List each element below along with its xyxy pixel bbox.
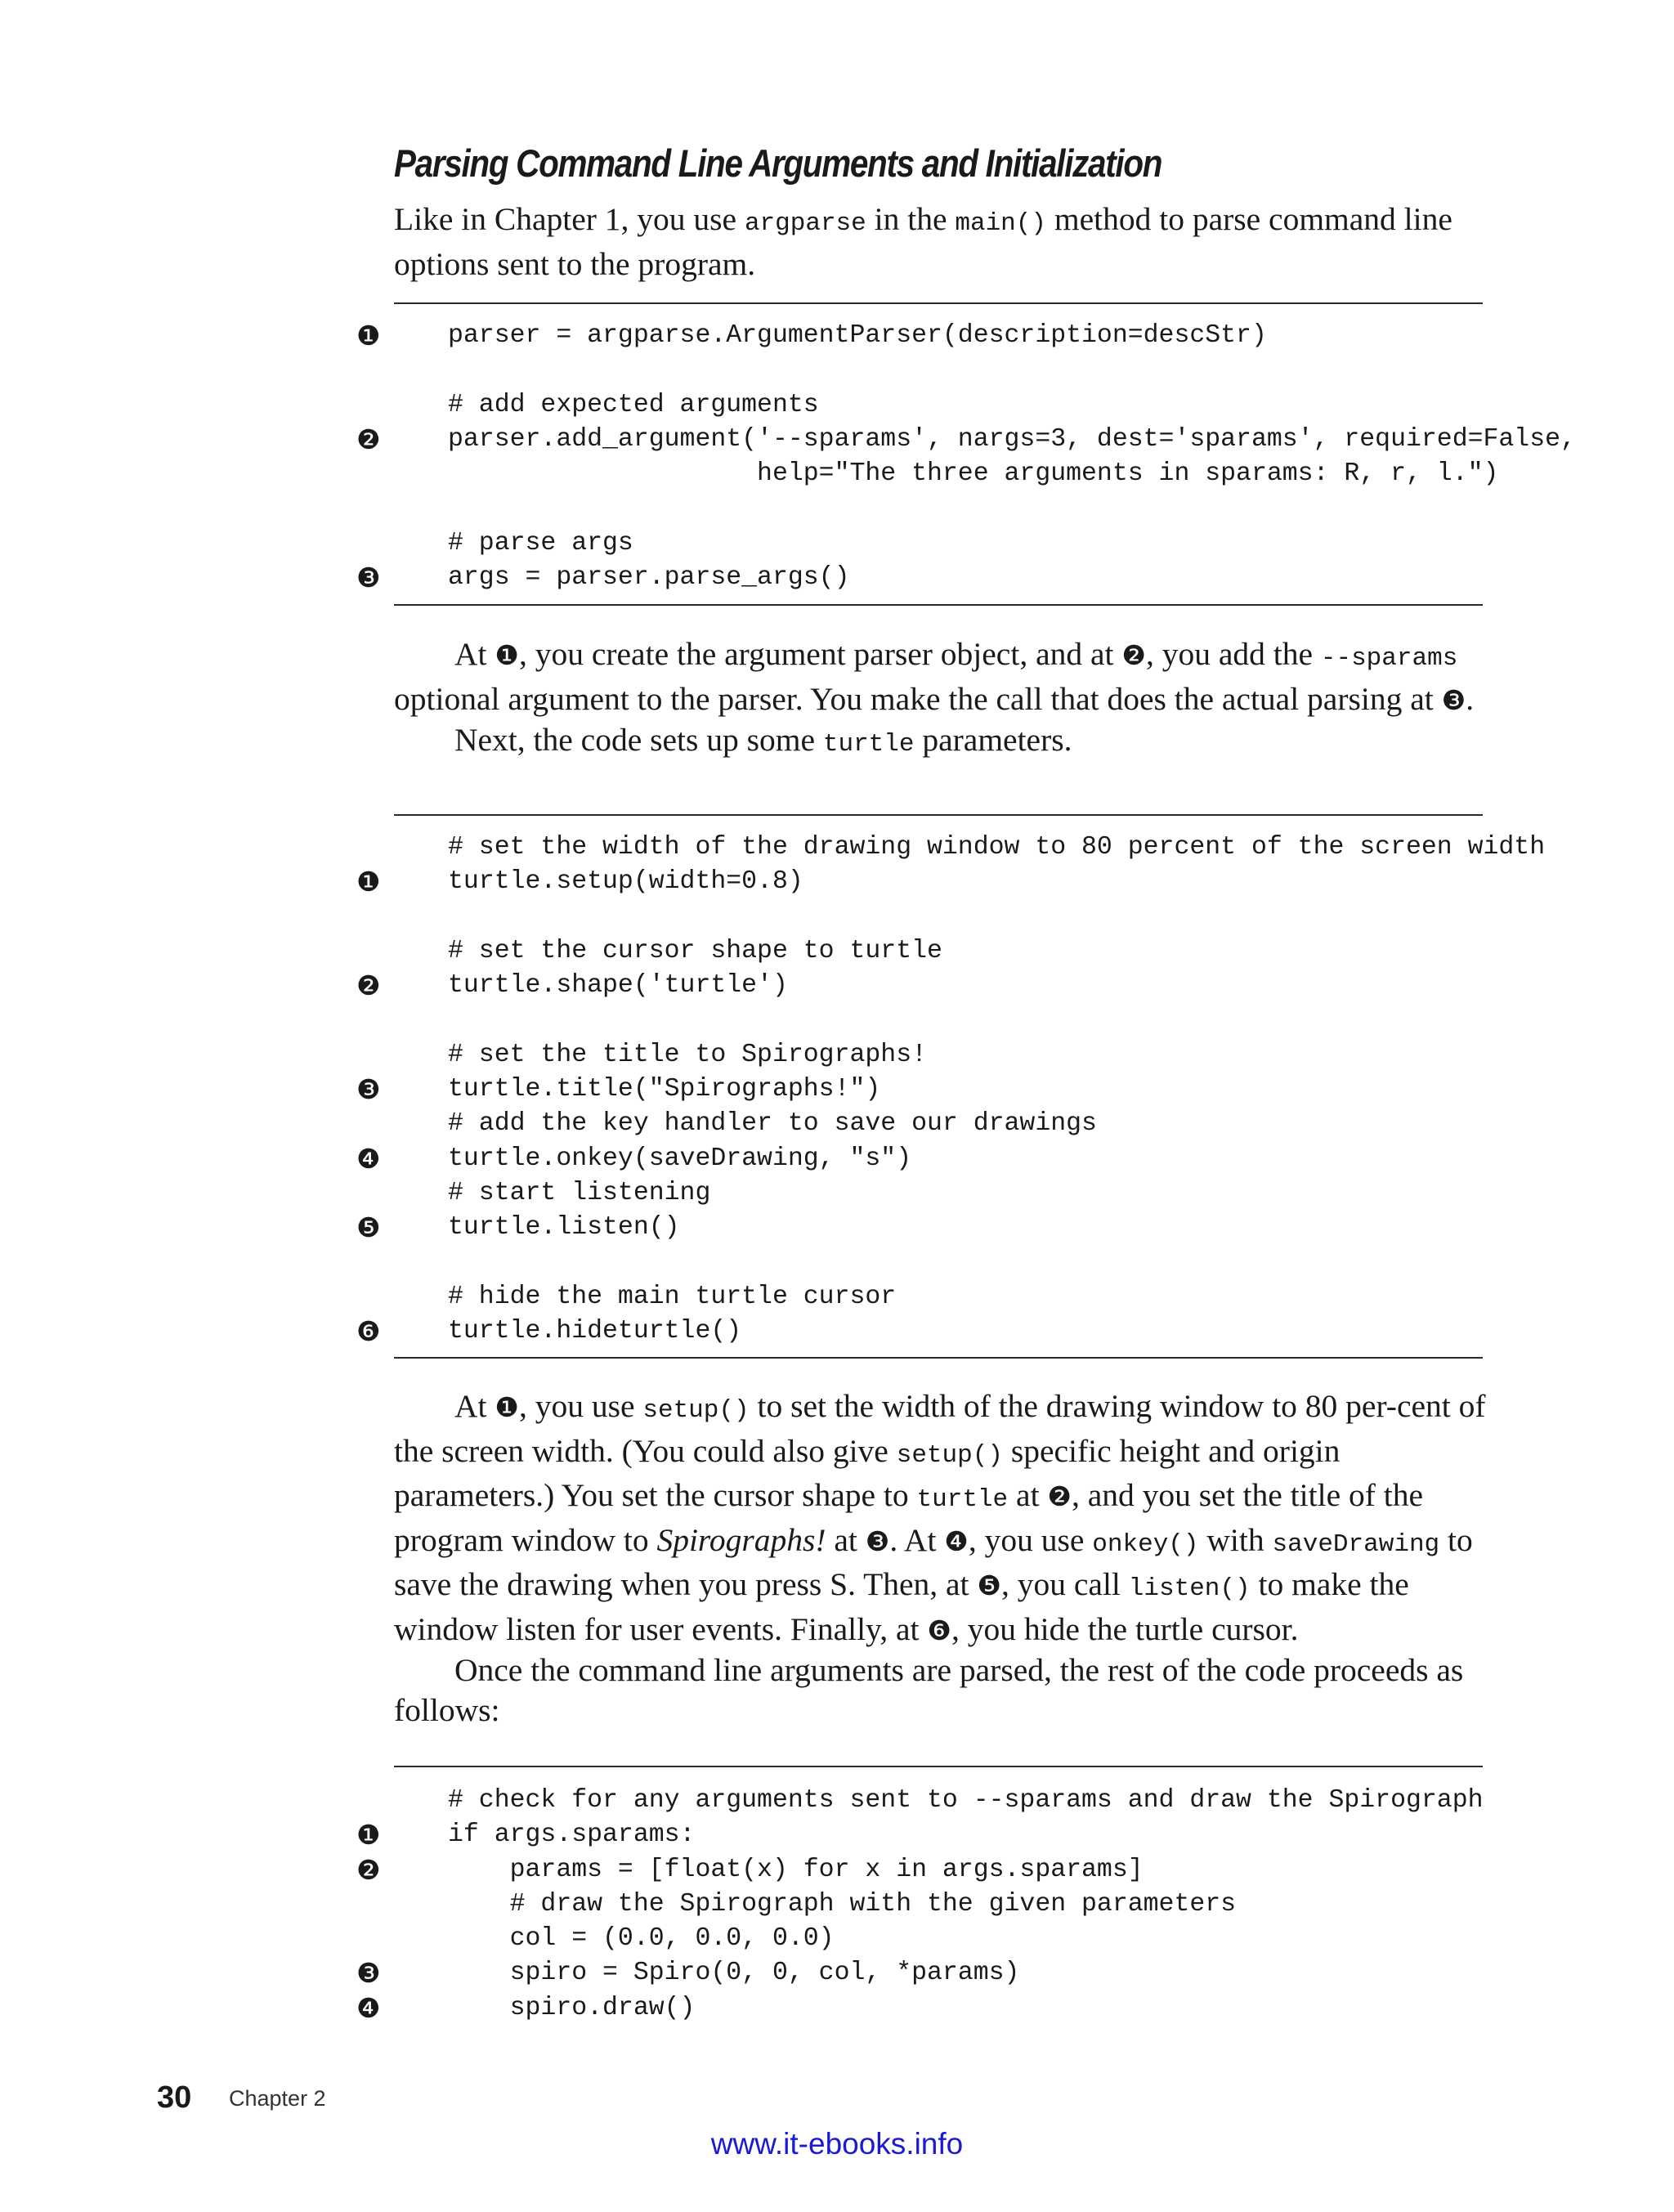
code-line (356, 491, 1501, 526)
callout-marker: ❺ (356, 1211, 381, 1244)
callout-number: ❺ (977, 1569, 1002, 1601)
callout-marker: ❸ (356, 1957, 381, 1990)
inline-code-onkey: onkey() (1092, 1529, 1199, 1559)
intro-text-3: method to parse command line options sent to the program. (394, 201, 1452, 282)
code-line (356, 457, 1501, 491)
code-line (356, 865, 1501, 899)
text: , you use (518, 1388, 643, 1424)
code-line (356, 526, 1501, 561)
code-line (356, 1003, 1501, 1037)
code-block-turtle-setup (356, 831, 1546, 1349)
code-block-draw (356, 1784, 1501, 2026)
callout-marker: ❶ (356, 320, 381, 352)
code-text: parser.add_argument('--sparams', nargs=3, dest='sparams', required=False, (448, 424, 1576, 454)
transition-paragraph: Once the command line arguments are parsed, the rest of the code proceeds as follows: (394, 1652, 1464, 1728)
code-line (356, 1784, 1501, 1818)
inline-code-turtle: turtle (822, 730, 915, 759)
code-block-argparse (356, 319, 1576, 595)
code-text: params = [float(x) for x in args.sparams] (448, 1855, 1144, 1884)
code-text: turtle.title("Spirographs!") (448, 1075, 881, 1104)
code-line (356, 1246, 1501, 1280)
callout-marker: ❸ (356, 562, 381, 594)
callout-marker: ❷ (356, 1853, 381, 1886)
code-line (356, 1176, 1501, 1211)
text: , you call (1001, 1566, 1129, 1602)
text: . At (889, 1521, 945, 1558)
code-text: # check for any arguments sent to --sparams and draw the Spirograph (448, 1786, 1484, 1815)
inline-code-savedrawing: saveDrawing (1272, 1529, 1440, 1559)
code-text: parser = argparse.ArgumentParser(description=descStr) (448, 321, 1267, 350)
callout-number: ❸ (865, 1525, 890, 1557)
callout-number: ❷ (1121, 639, 1146, 671)
callout-number: ❹ (944, 1525, 969, 1557)
text: , you use (968, 1521, 1093, 1558)
text: At (454, 636, 495, 672)
text: at (1008, 1477, 1048, 1513)
source-link[interactable]: www.it-ebooks.info (710, 2127, 964, 2161)
code-line (356, 388, 1501, 423)
code-text: if args.sparams: (448, 1820, 696, 1850)
callout-marker: ❷ (356, 969, 381, 1002)
code-line (356, 934, 1501, 969)
code-line (356, 353, 1501, 387)
chapter-label: Chapter 2 (229, 2086, 326, 2111)
callout-marker: ❹ (356, 1142, 381, 1175)
code-text: turtle.setup(width=0.8) (448, 867, 803, 897)
code-line (356, 319, 1501, 353)
code-text: # parse args (448, 528, 633, 557)
section-heading: Parsing Command Line Arguments and Initialization (394, 141, 1162, 185)
code-text: turtle.onkey(saveDrawing, "s") (448, 1144, 912, 1173)
code-text: # set the title to Spirographs! (448, 1040, 927, 1069)
inline-code-listen: listen() (1128, 1574, 1251, 1603)
callout-marker: ❶ (356, 866, 381, 898)
callout-marker: ❹ (356, 1991, 381, 2024)
text: specific height and origin parameters.) You set the cursor shape to (394, 1432, 1341, 1513)
callout-marker: ❸ (356, 1073, 381, 1106)
code-line (356, 1991, 1501, 2026)
inline-code-setup: setup() (896, 1440, 1003, 1470)
code-line (356, 1038, 1501, 1072)
callout-marker: ❷ (356, 423, 381, 455)
callout-marker: ❶ (356, 1819, 381, 1852)
inline-code-turtle: turtle (916, 1485, 1009, 1514)
code-text: # set the width of the drawing window to 80 percent of the screen width (448, 833, 1546, 862)
code-text: args = parser.parse_args() (448, 563, 850, 593)
code-text: # add expected arguments (448, 390, 819, 419)
callout-number: ❶ (495, 1391, 519, 1423)
text: to make the window listen for user events. Finally, at (394, 1566, 1409, 1647)
code-line (356, 423, 1576, 457)
text: to save the drawing when you press S. Then, at (394, 1521, 1473, 1602)
text: optional argument to the parser. You make the call that does the actual parsing at (394, 680, 1442, 717)
code-block-top-rule (394, 1766, 1483, 1767)
code-line (356, 1211, 1501, 1245)
code-text: help="The three arguments in sparams: R, r, l.") (448, 459, 1499, 489)
code-line (356, 900, 1501, 934)
code-text: # hide the main turtle cursor (448, 1282, 897, 1311)
code-block-top-rule (394, 302, 1483, 304)
callout-number: ❶ (495, 639, 519, 671)
code-line (356, 1887, 1501, 1922)
code-line (356, 1956, 1501, 1990)
text: At (454, 1388, 495, 1424)
code-line (356, 561, 1501, 595)
inline-code-setup: setup() (642, 1396, 750, 1425)
code-line (356, 1072, 1501, 1107)
inline-code-sparams: --sparams (1320, 644, 1458, 673)
text: . (1466, 680, 1475, 717)
text: , you add the (1145, 636, 1321, 672)
code-text: # draw the Spirograph with the given parameters (448, 1889, 1237, 1919)
page-number: 30 (157, 2080, 192, 2115)
code-line (356, 1280, 1501, 1314)
code-block-bottom-rule (394, 604, 1483, 606)
code-text: spiro.draw() (448, 1993, 696, 2022)
code-text: turtle.shape('turtle') (448, 971, 788, 1001)
code-text: # start listening (448, 1178, 711, 1207)
intro-paragraph (394, 199, 1489, 284)
argparse-explanation (394, 634, 1489, 765)
text: , you hide the turtle cursor. (951, 1610, 1299, 1647)
callout-marker: ❻ (356, 1315, 381, 1348)
code-line (356, 1107, 1501, 1141)
code-text: # set the cursor shape to turtle (448, 936, 942, 965)
code-line (356, 1818, 1501, 1852)
code-line (356, 1142, 1501, 1176)
code-line (356, 831, 1546, 865)
code-text: col = (0.0, 0.0, 0.0) (448, 1924, 835, 1954)
code-block-top-rule (394, 814, 1483, 816)
code-text: turtle.listen() (448, 1213, 680, 1243)
italic-title: Spirographs! (656, 1521, 826, 1558)
text: with (1198, 1521, 1273, 1558)
text: at (826, 1521, 866, 1558)
text: parameters. (914, 722, 1072, 758)
text: Next, the code sets up some (454, 722, 823, 758)
code-block-bottom-rule (394, 1357, 1483, 1359)
callout-number: ❻ (927, 1614, 951, 1646)
intro-text-2: in the (866, 201, 956, 237)
text: , and you set the title of the program window to (394, 1477, 1424, 1558)
code-line (356, 1922, 1501, 1956)
inline-code-main: main() (955, 209, 1046, 238)
code-line (356, 969, 1501, 1003)
text: to set the width of the drawing window to 80 per-cent of the screen width. (You could also give (394, 1388, 1486, 1469)
code-line (356, 1853, 1501, 1887)
callout-number: ❷ (1047, 1480, 1072, 1512)
intro-text-1: Like in Chapter 1, you use (394, 201, 745, 237)
inline-code-argparse: argparse (744, 209, 866, 238)
turtle-explanation (394, 1386, 1489, 1730)
code-text: # add the key handler to save our drawings (448, 1109, 1097, 1139)
code-text: turtle.hideturtle() (448, 1317, 742, 1346)
code-text: spiro = Spiro(0, 0, col, *params) (448, 1959, 1020, 1988)
code-line (356, 1314, 1501, 1349)
text: , you create the argument parser object, and at (518, 636, 1122, 672)
callout-number: ❸ (1441, 683, 1466, 716)
